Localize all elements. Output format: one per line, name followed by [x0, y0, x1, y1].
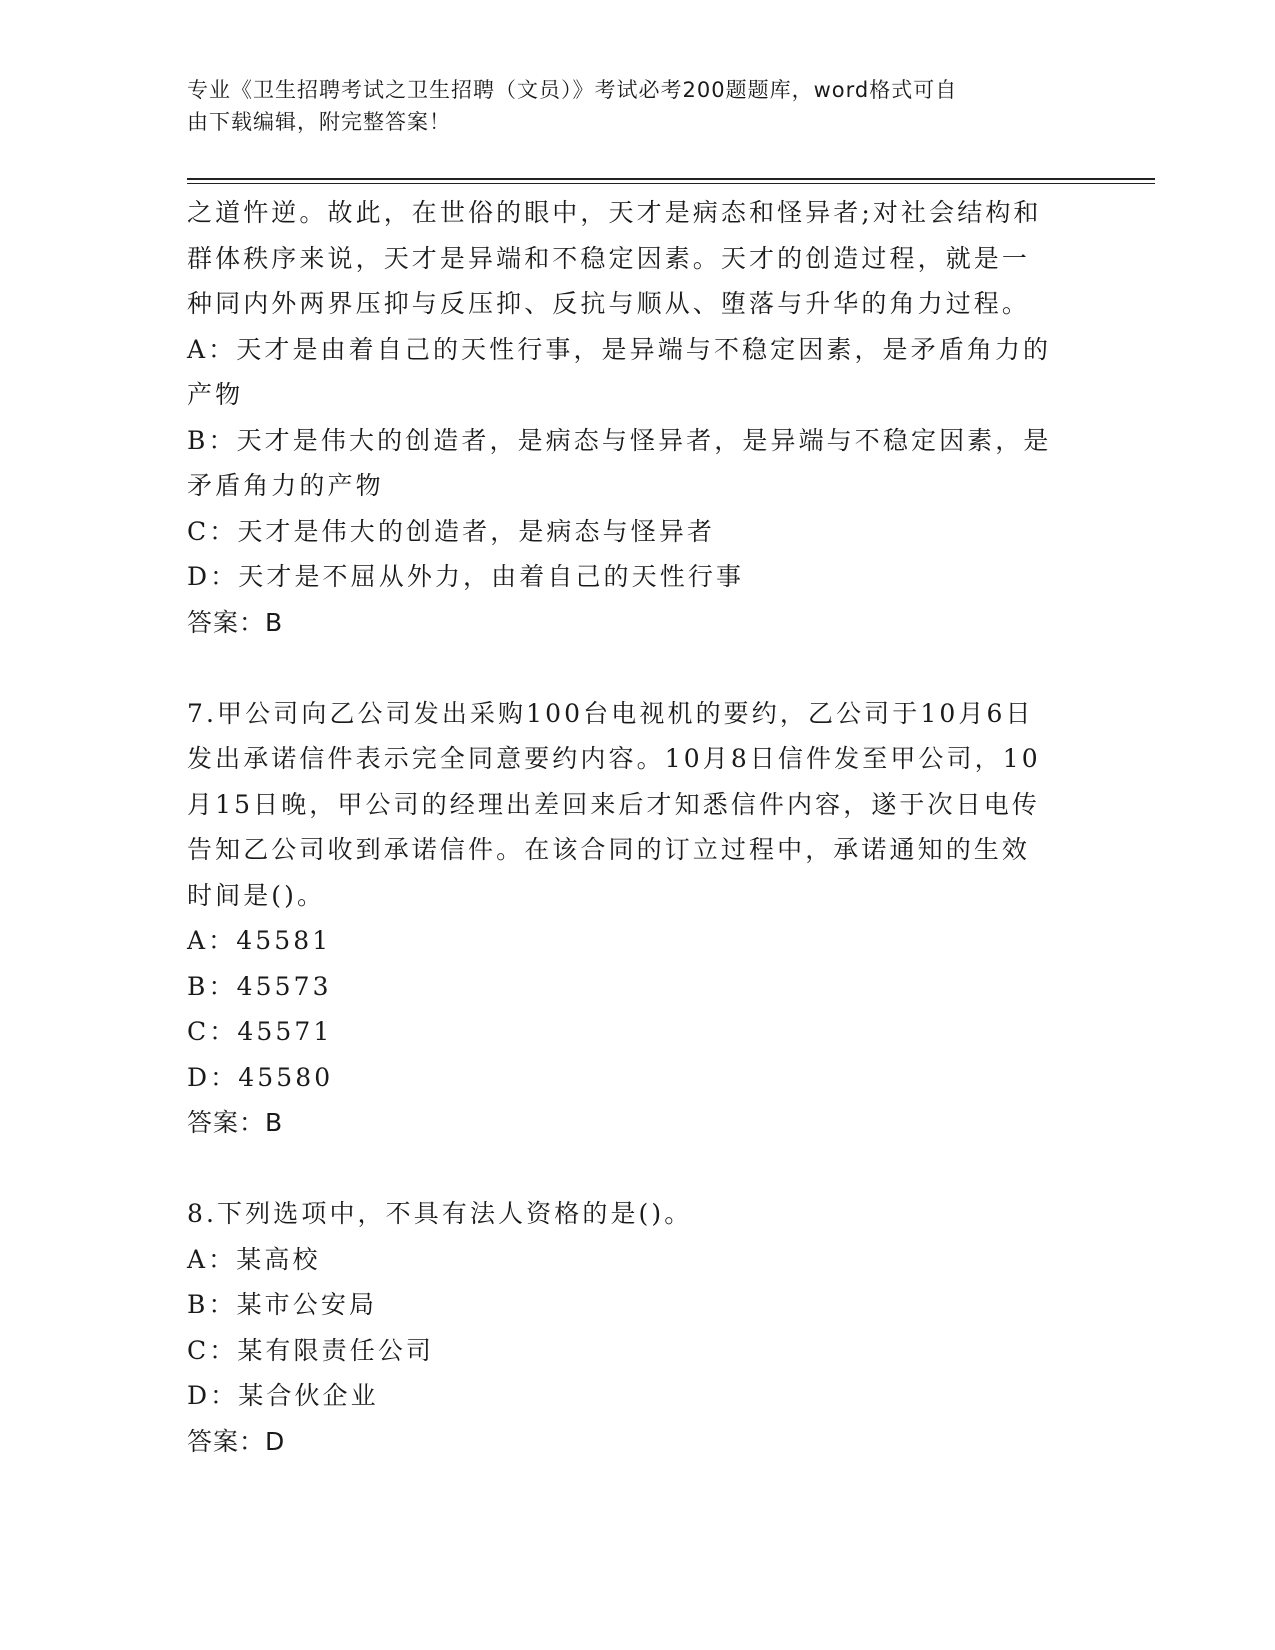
- question-8: [187, 1191, 1087, 1464]
- option-b: B：某市公安局: [187, 1290, 378, 1319]
- option-d: D：某合伙企业: [187, 1381, 379, 1410]
- option-b: B：天才是伟大的创造者，是病态与怪异者，是异端与不稳定因素，是: [187, 425, 1052, 455]
- option-b: B：45573: [187, 971, 332, 1001]
- option-c: C：某有限责任公司: [187, 1335, 435, 1365]
- question-6: [187, 190, 1087, 645]
- option-a: A：45581: [187, 926, 332, 955]
- document-header: [187, 74, 1067, 138]
- option-b-cont: 矛盾角力的产物: [187, 471, 384, 500]
- option-a: A：天才是由着自己的天性行事，是异端与不稳定因素，是矛盾角力的: [187, 334, 1052, 364]
- question-text-line: 7.甲公司向乙公司发出采购100台电视机的要约，乙公司于10月6日: [187, 698, 1034, 728]
- header-line-1: 专业《卫生招聘考试之卫生招聘（文员）》考试必考200题题库，word格式可自: [187, 78, 958, 102]
- header-divider: [187, 178, 1155, 184]
- option-d: D：天才是不屈从外力，由着自己的天性行事: [187, 562, 745, 591]
- question-text-line: 发出承诺信件表示完全同意要约内容。10月8日信件发至甲公司，10: [187, 744, 1041, 773]
- question-text-line: 8.下列选项中，不具有法人资格的是()。: [187, 1199, 693, 1228]
- answer-label: 答案：B: [187, 1108, 284, 1137]
- spacer: [187, 1146, 1087, 1192]
- question-text-line: 之道忤逆。故此，在世俗的眼中，天才是病态和怪异者;对社会结构和: [187, 198, 1042, 227]
- question-text-line: 告知乙公司收到承诺信件。在该合同的订立过程中，承诺通知的生效: [187, 835, 1031, 864]
- question-text-line: 种同内外两界压抑与反压抑、反抗与顺从、堕落与升华的角力过程。: [187, 289, 1031, 318]
- option-a-cont: 产物: [187, 380, 244, 409]
- answer-label: 答案：B: [187, 607, 284, 637]
- question-text-line: 时间是()。: [187, 880, 326, 910]
- question-text-line: 月15日晚，甲公司的经理出差回来后才知悉信件内容，遂于次日电传: [187, 789, 1040, 819]
- option-d: D：45580: [187, 1062, 334, 1092]
- option-a: A：某高校: [187, 1244, 321, 1274]
- spacer: [187, 645, 1087, 691]
- header-line-2: 由下载编辑，附完整答案！: [187, 110, 451, 134]
- document-body: [187, 190, 1087, 1464]
- question-text-line: 群体秩序来说，天才是异端和不稳定因素。天才的创造过程，就是一: [187, 243, 1031, 273]
- answer-label: 答案：D: [187, 1426, 286, 1456]
- question-7: [187, 691, 1087, 1146]
- option-c: C：天才是伟大的创造者，是病态与怪异者: [187, 516, 716, 546]
- option-c: C：45571: [187, 1017, 333, 1046]
